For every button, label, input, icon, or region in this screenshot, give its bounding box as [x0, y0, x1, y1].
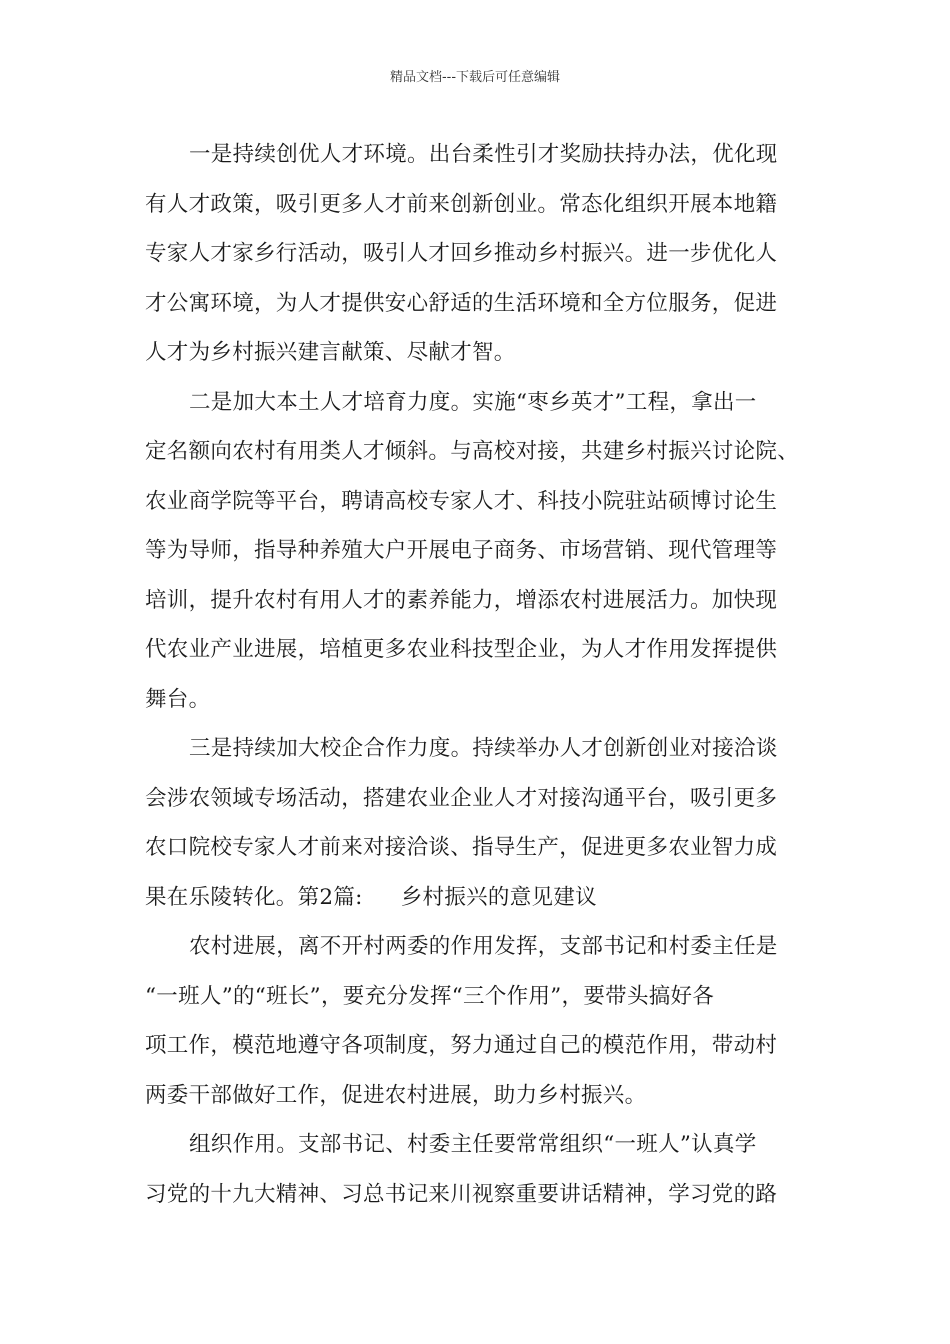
- text-line: 等为导师，指导种养殖大户开展电子商务、市场营销、现代管理等: [145, 538, 778, 563]
- text-line: 组织作用。支部书记、村委主任要常常组织“一班人”认真学: [189, 1132, 757, 1157]
- text-line-with-heading: [145, 873, 825, 923]
- paragraph-5: [145, 1120, 825, 1219]
- paragraph-1: [145, 130, 825, 378]
- text-line: 农业商学院等平台，聘请高校专家人才、科技小院驻站硕博讨论生: [145, 488, 778, 514]
- text-line: 一是持续创优人才环境。出台柔性引才奖励扶持办法，优化现: [189, 142, 778, 167]
- text-line: 农口院校专家人才前来对接洽谈、指导生产，促进更多农业智力成: [145, 835, 778, 860]
- text-line: 习党的十九大精神、习总书记来川视察重要讲话精神，学习党的路: [145, 1181, 778, 1207]
- text-segment: 果在乐陵转化。第2篇:: [145, 884, 363, 910]
- text-line: 项工作，模范地遵守各项制度，努力通过自己的模范作用，带动村: [145, 1033, 778, 1058]
- text-line: 专家人才家乡行活动，吸引人才回乡推动乡村振兴。进一步优化人: [145, 241, 778, 266]
- text-line: 人才为乡村振兴建言献策、尽献才智。: [145, 340, 516, 365]
- text-line: 会涉农领域专场活动，搭建农业企业人才对接沟通平台，吸引更多: [145, 785, 778, 811]
- paragraph-2: [145, 378, 825, 725]
- text-line: 培训，提升农村有用人才的素养能力，增添农村进展活力。加快现: [145, 587, 778, 613]
- text-line: 农村进展，离不开村两委的作用发挥，支部书记和村委主任是: [189, 934, 778, 959]
- text-line: 才公寓环境，为人才提供安心舒适的生活环境和全方位服务，促进: [145, 290, 778, 316]
- section-heading: 乡村振兴的意见建议: [400, 884, 597, 910]
- text-line: 定名额向农村有用类人才倾斜。与高校对接，共建乡村振兴讨论院、: [145, 439, 800, 464]
- text-line: 二是加大本土人才培育力度。实施“枣乡英才”工程，拿出一: [189, 389, 757, 415]
- document-body: [145, 130, 825, 1219]
- paragraph-3: [145, 724, 825, 922]
- text-line: 三是持续加大校企合作力度。持续举办人才创新创业对接洽谈: [189, 736, 778, 761]
- text-line: “一班人”的“班长”，要充分发挥“三个作用”，要带头搞好各: [145, 983, 715, 1009]
- text-line: 代农业产业进展，培植更多农业科技型企业，为人才作用发挥提供: [145, 637, 778, 662]
- text-line: 有人才政策，吸引更多人才前来创新创业。常态化组织开展本地籍: [145, 191, 778, 217]
- text-line: 舞台。: [145, 686, 211, 712]
- text-line: 两委干部做好工作，促进农村进展，助力乡村振兴。: [145, 1082, 647, 1108]
- page-header: 精品文档---下载后可任意编辑: [389, 70, 561, 85]
- paragraph-4: [145, 922, 825, 1120]
